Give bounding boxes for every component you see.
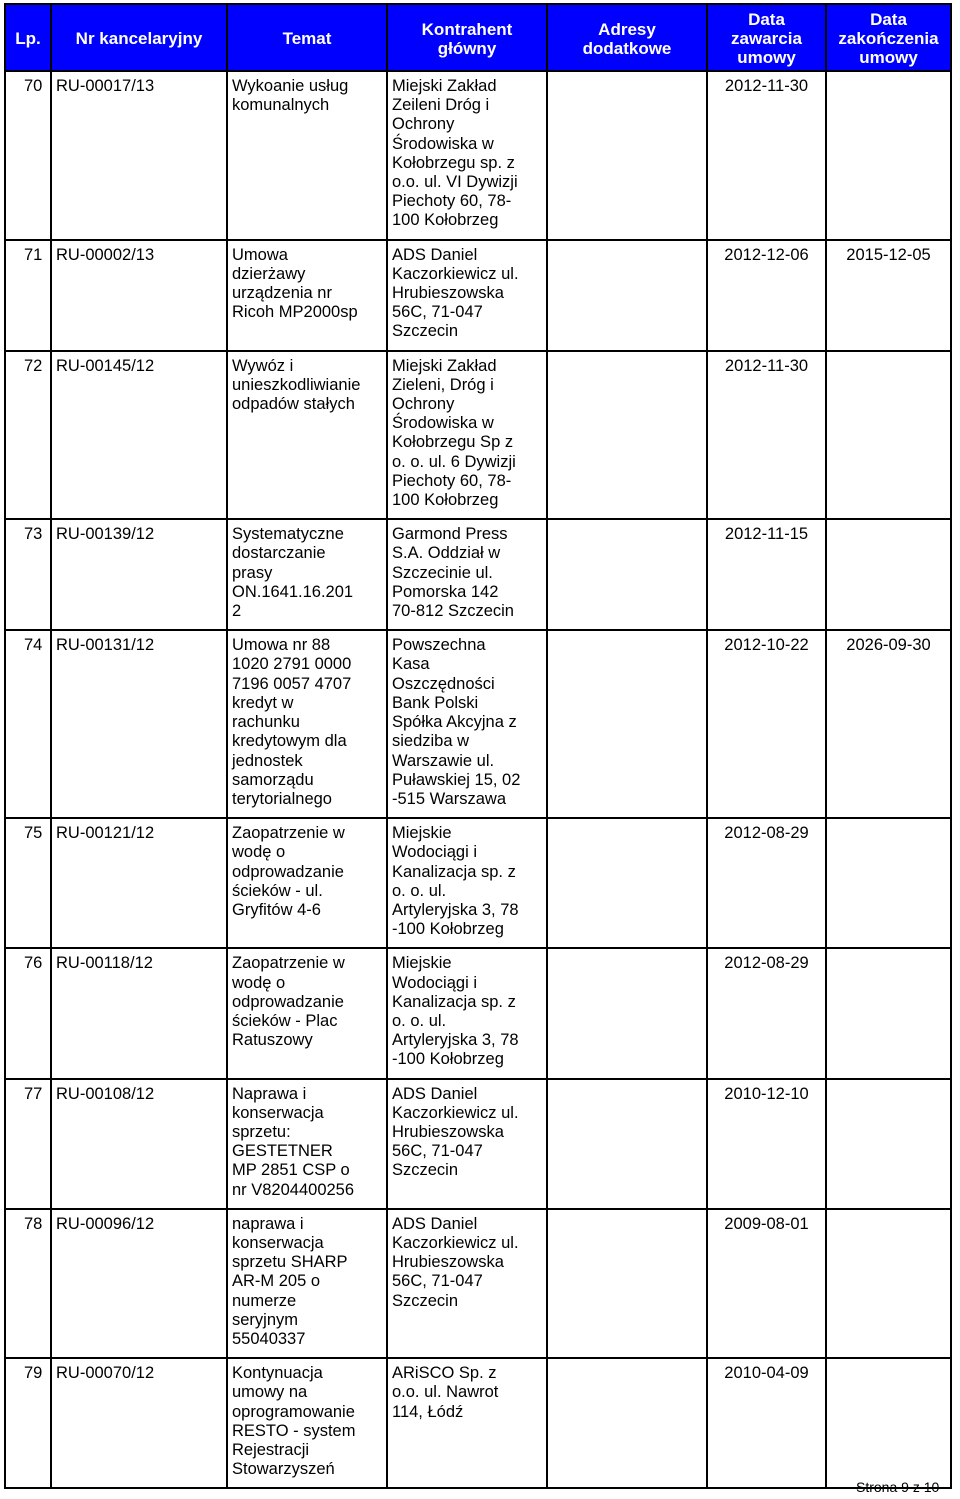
cell-nr-kancelaryjny-text: RU-00070/12: [56, 1364, 155, 1383]
cell-nr-kancelaryjny-text: RU-00096/12: [56, 1214, 155, 1233]
cell-nr-kancelaryjny: [51, 948, 227, 1078]
cell-temat-text: Wywóz i unieszkodliwianie odpadów stałych: [232, 356, 361, 414]
cell-lp-text: 73: [24, 525, 43, 544]
cell-nr-kancelaryjny: [51, 630, 227, 818]
cell-kontrahent: [387, 818, 547, 948]
cell-data-zawarcia: [707, 240, 826, 351]
header-data-zakonczenia: Data zakończenia umowy: [826, 4, 951, 71]
cell-nr-kancelaryjny: [51, 1079, 227, 1209]
cell-lp: [5, 1209, 51, 1358]
cell-data-zakonczenia-text: 2026-09-30: [846, 636, 931, 655]
cell-temat: [227, 71, 387, 240]
cell-data-zawarcia-text: 2012-12-06: [724, 245, 809, 264]
cell-data-zakonczenia-text: 2015-12-05: [846, 245, 931, 264]
table-row: [5, 818, 951, 948]
cell-lp: [5, 71, 51, 240]
cell-data-zakonczenia: [826, 948, 951, 1078]
cell-kontrahent-text: Miejskie Wodociągi i Kanalizacja sp. z o. o. ul. Artyleryjska 3, 78 -100 Kołobrzeg: [392, 954, 519, 1069]
cell-kontrahent: [387, 351, 547, 520]
cell-data-zawarcia: [707, 818, 826, 948]
cell-temat: [227, 1358, 387, 1488]
cell-data-zawarcia: [707, 1079, 826, 1209]
cell-kontrahent: [387, 71, 547, 240]
cell-lp: [5, 818, 51, 948]
cell-data-zawarcia-text: 2012-11-30: [724, 356, 809, 375]
cell-temat: [227, 1079, 387, 1209]
cell-nr-kancelaryjny: [51, 1358, 227, 1488]
table-row: [5, 240, 951, 351]
cell-nr-kancelaryjny: [51, 519, 227, 630]
cell-lp: [5, 240, 51, 351]
cell-lp: [5, 519, 51, 630]
cell-adresy: [547, 1079, 707, 1209]
cell-lp-text: 72: [24, 356, 43, 375]
cell-adresy: [547, 519, 707, 630]
header-lp: Lp.: [5, 4, 51, 71]
cell-data-zawarcia-text: 2012-08-29: [724, 824, 809, 843]
header-kontrahent: Kontrahent główny: [387, 4, 547, 71]
table-row: [5, 1358, 951, 1488]
cell-temat-text: Umowa nr 88 1020 2791 0000 7196 0057 4707 kredyt w rachunku kredytowym dla jednostek samorządu terytorialnego: [232, 636, 352, 808]
cell-temat-text: Systematyczne dostarczanie prasy ON.1641.16.201 2: [232, 525, 354, 621]
cell-lp-text: 71: [24, 245, 43, 264]
cell-nr-kancelaryjny-text: RU-00108/12: [56, 1084, 155, 1103]
cell-data-zakonczenia: [826, 818, 951, 948]
table-row: [5, 351, 951, 520]
cell-temat-text: naprawa i konserwacja sprzetu SHARP AR-M 205 o numerze seryjnym 55040337: [232, 1214, 348, 1348]
cell-temat: [227, 1209, 387, 1358]
cell-nr-kancelaryjny-text: RU-00121/12: [56, 824, 155, 843]
cell-kontrahent: [387, 948, 547, 1078]
cell-kontrahent-text: ADS Daniel Kaczorkiewicz ul. Hrubieszowska 56C, 71-047 Szczecin: [392, 1214, 519, 1310]
page-number: Strona 9 z 10: [856, 1479, 940, 1495]
cell-lp: [5, 630, 51, 818]
table-row: [5, 519, 951, 630]
cell-nr-kancelaryjny-text: RU-00131/12: [56, 636, 155, 655]
cell-data-zawarcia-text: 2012-11-30: [724, 77, 809, 95]
cell-lp-text: 77: [24, 1084, 43, 1103]
cell-adresy: [547, 240, 707, 351]
cell-data-zawarcia-text: 2012-11-15: [724, 525, 809, 544]
cell-nr-kancelaryjny-text: RU-00145/12: [56, 356, 155, 375]
cell-kontrahent: [387, 630, 547, 818]
cell-data-zawarcia-text: 2010-04-09: [724, 1364, 809, 1383]
cell-kontrahent: [387, 519, 547, 630]
cell-kontrahent: [387, 240, 547, 351]
cell-lp: [5, 948, 51, 1078]
cell-temat: [227, 240, 387, 351]
cell-nr-kancelaryjny-text: RU-00118/12: [56, 954, 153, 973]
cell-lp-text: 78: [24, 1214, 43, 1233]
cell-kontrahent-text: Garmond Press S.A. Oddział w Szczecinie ul. Pomorska 142 70-812 Szczecin: [392, 525, 514, 621]
cell-data-zakonczenia: [826, 1209, 951, 1358]
cell-adresy: [547, 630, 707, 818]
cell-data-zawarcia: [707, 351, 826, 520]
cell-data-zawarcia-text: 2010-12-10: [724, 1084, 809, 1103]
cell-lp-text: 76: [24, 954, 43, 973]
cell-data-zawarcia: [707, 1358, 826, 1488]
cell-adresy: [547, 948, 707, 1078]
cell-lp-text: 79: [24, 1364, 43, 1383]
cell-lp: [5, 1079, 51, 1209]
cell-data-zawarcia: [707, 71, 826, 240]
cell-temat-text: Zaopatrzenie w wodę o odprowadzanie ścieków - ul. Gryfitów 4-6: [232, 824, 345, 919]
table-row: [5, 1079, 951, 1209]
cell-nr-kancelaryjny-text: RU-00139/12: [56, 525, 155, 544]
cell-data-zawarcia: [707, 1209, 826, 1358]
table-row: [5, 630, 951, 818]
cell-adresy: [547, 818, 707, 948]
cell-kontrahent-text: ARiSCO Sp. z o.o. ul. Nawrot 114, Łódź: [392, 1364, 499, 1421]
cell-kontrahent-text: Miejski Zakład Zeileni Dróg i Ochrony Środowiska w Kołobrzegu sp. z o.o. ul. VI Dywizji Piechoty 60, 78- 100 Kołobrzeg: [392, 77, 518, 230]
cell-kontrahent: [387, 1358, 547, 1488]
cell-data-zakonczenia: [826, 630, 951, 818]
header-nr-kancelaryjny: Nr kancelaryjny: [51, 4, 227, 71]
cell-temat-text: Wykoanie usług komunalnych: [232, 77, 349, 115]
cell-kontrahent-text: Miejskie Wodociągi i Kanalizacja sp. z o. o. ul. Artyleryjska 3, 78 -100 Kołobrzeg: [392, 824, 519, 939]
table-row: [5, 71, 951, 240]
cell-data-zawarcia-text: 2009-08-01: [724, 1214, 809, 1233]
header-adresy: Adresy dodatkowe: [547, 4, 707, 71]
cell-nr-kancelaryjny: [51, 351, 227, 520]
header-row: [5, 4, 951, 71]
cell-kontrahent: [387, 1209, 547, 1358]
cell-nr-kancelaryjny: [51, 1209, 227, 1358]
cell-temat: [227, 519, 387, 630]
cell-nr-kancelaryjny-text: RU-00002/13: [56, 245, 155, 264]
cell-data-zakonczenia: [826, 351, 951, 520]
cell-data-zakonczenia: [826, 1079, 951, 1209]
cell-kontrahent: [387, 1079, 547, 1209]
cell-temat: [227, 351, 387, 520]
cell-adresy: [547, 351, 707, 520]
cell-data-zawarcia: [707, 948, 826, 1078]
cell-nr-kancelaryjny-text: RU-00017/13: [56, 77, 155, 95]
cell-kontrahent-text: ADS Daniel Kaczorkiewicz ul. Hrubieszowska 56C, 71-047 Szczecin: [392, 245, 519, 341]
cell-temat-text: Kontynuacja umowy na oprogramowanie RESTO - system Rejestracji Stowarzyszeń: [232, 1364, 356, 1479]
cell-kontrahent-text: Miejski Zakład Zieleni, Dróg i Ochrony Środowiska w Kołobrzegu Sp z o. o. ul. 6 Dywizji Piechoty 60, 78- 100 Kołobrzeg: [392, 356, 516, 510]
cell-temat: [227, 948, 387, 1078]
cell-kontrahent-text: Powszechna Kasa Oszczędności Bank Polski Spółka Akcyjna z siedziba w Warszawie ul. Puławskiej 15, 02 -515 Warszawa: [392, 636, 521, 808]
contracts-table: [4, 3, 952, 1489]
cell-lp: [5, 351, 51, 520]
table-row: [5, 948, 951, 1078]
header-data-zawarcia: Data zawarcia umowy: [707, 4, 826, 71]
cell-data-zawarcia: [707, 630, 826, 818]
cell-temat: [227, 630, 387, 818]
header-temat: Temat: [227, 4, 387, 71]
cell-adresy: [547, 1358, 707, 1488]
cell-data-zakonczenia: [826, 1358, 951, 1488]
cell-data-zakonczenia: [826, 71, 951, 240]
cell-temat-text: Naprawa i konserwacja sprzetu: GESTETNER MP 2851 CSP o nr V8204400256: [232, 1084, 355, 1199]
cell-temat-text: Umowa dzierżawy urządzenia nr Ricoh MP2000sp: [232, 245, 358, 322]
cell-data-zakonczenia: [826, 240, 951, 351]
cell-temat-text: Zaopatrzenie w wodę o odprowadzanie ścieków - Plac Ratuszowy: [232, 954, 345, 1050]
cell-kontrahent-text: ADS Daniel Kaczorkiewicz ul. Hrubieszowska 56C, 71-047 Szczecin: [392, 1084, 519, 1180]
cell-lp-text: 75: [24, 824, 43, 843]
cell-adresy: [547, 71, 707, 240]
cell-lp-text: 70: [24, 77, 43, 95]
cell-data-zawarcia: [707, 519, 826, 630]
cell-nr-kancelaryjny: [51, 71, 227, 240]
cell-data-zawarcia-text: 2012-10-22: [724, 636, 809, 655]
cell-lp: [5, 1358, 51, 1488]
cell-lp-text: 74: [24, 636, 43, 655]
cell-nr-kancelaryjny: [51, 818, 227, 948]
table-row: [5, 1209, 951, 1358]
cell-data-zawarcia-text: 2012-08-29: [724, 954, 809, 973]
cell-adresy: [547, 1209, 707, 1358]
cell-temat: [227, 818, 387, 948]
cell-data-zakonczenia: [826, 519, 951, 630]
cell-nr-kancelaryjny: [51, 240, 227, 351]
